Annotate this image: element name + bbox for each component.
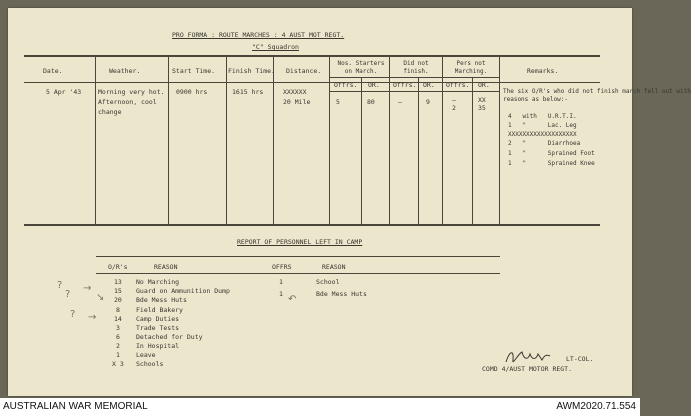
pencil-arrow-icon: → bbox=[88, 312, 97, 323]
cell-weather-line: Morning very hot. bbox=[98, 88, 165, 96]
report-offrs-reason: School bbox=[316, 278, 340, 286]
table-header-rule bbox=[24, 82, 600, 83]
col-divider bbox=[418, 78, 419, 224]
header-weather: Weather. bbox=[109, 67, 141, 75]
pencil-arrow-icon: ↘ bbox=[96, 292, 105, 303]
report-row-count: 1 bbox=[116, 351, 120, 359]
footer-institution: AUSTRALIAN WAR MEMORIAL bbox=[3, 401, 148, 412]
cell-pnm-or: XX bbox=[478, 96, 486, 104]
archive-footer bbox=[0, 398, 640, 416]
cell-distance-struck: XXXXXX bbox=[283, 88, 307, 96]
subheader-offrs: Offrs. bbox=[446, 81, 470, 89]
report-header-reason: REASON bbox=[154, 263, 178, 271]
report-row-reason: No Marching bbox=[136, 278, 180, 286]
remarks-line: The six O/R's who did not finish march fell out with bbox=[503, 88, 691, 95]
report-offrs-count: 1 bbox=[279, 278, 283, 286]
report-header-offrs: OFFRS bbox=[272, 263, 292, 271]
pencil-arrow-icon: → bbox=[83, 283, 92, 294]
header-remarks: Remarks. bbox=[527, 67, 559, 75]
report-row-reason: Schools bbox=[136, 360, 164, 368]
report-row-reason: Trade Tests bbox=[136, 324, 180, 332]
remarks-line: 2 " Diarrhoea bbox=[508, 140, 581, 147]
report-row-count: 2 bbox=[116, 342, 120, 350]
report-row-count: 6 bbox=[116, 333, 120, 341]
cell-finish-time: 1615 hrs bbox=[232, 88, 264, 96]
report-offrs-reason: Bde Mess Huts bbox=[316, 290, 367, 298]
report-top-rule bbox=[96, 256, 500, 257]
report-row-count: 8 bbox=[116, 306, 120, 314]
footer-accession-number: AWM2020.71.554 bbox=[556, 401, 636, 412]
report-row-count: X 3 bbox=[112, 360, 124, 368]
cell-start-time: 0900 hrs bbox=[176, 88, 208, 96]
remarks-line: 1 " Sprained Knee bbox=[508, 160, 595, 167]
remarks-line: 1 " Sprained Foot bbox=[508, 150, 595, 157]
cell-pnm-offrs: – bbox=[452, 96, 456, 104]
col-divider bbox=[442, 56, 443, 224]
cell-weather-line: Afternoon, cool bbox=[98, 98, 157, 106]
report-row-count: 13 bbox=[114, 278, 122, 286]
report-row-reason: Field Bakery bbox=[136, 306, 183, 314]
report-row-reason: Guard on Ammunition Dump bbox=[136, 287, 230, 295]
pencil-question-mark-icon: ? bbox=[70, 309, 76, 320]
col-divider bbox=[389, 56, 390, 224]
cell-weather-line: change bbox=[98, 108, 122, 116]
report-row-count: 3 bbox=[116, 324, 120, 332]
subheader-offrs: Offrs. bbox=[393, 81, 417, 89]
cell-distance: 20 Mile bbox=[283, 98, 311, 106]
cell-starters-or: 80 bbox=[367, 98, 375, 106]
header-finish-time: Finish Time. bbox=[228, 67, 275, 75]
header-distance: Distance. bbox=[286, 67, 322, 75]
header-starters: Nos. Starters on March. bbox=[337, 60, 385, 75]
report-row-count: 14 bbox=[114, 315, 122, 323]
pencil-question-mark-icon: ? bbox=[57, 280, 63, 291]
remarks-line: 1 " Lac. Leg bbox=[508, 122, 577, 129]
signature-rank: LT-COL. bbox=[566, 355, 594, 363]
table-bottom-rule bbox=[24, 224, 600, 226]
report-header-rule bbox=[96, 273, 500, 274]
subheader-offrs: Offrs. bbox=[334, 81, 358, 89]
cell-dnf-or: 9 bbox=[426, 98, 430, 106]
header-start-time: Start Time. bbox=[172, 67, 216, 75]
report-header-reason-2: REASON bbox=[322, 263, 346, 271]
report-row-reason: Detached for Duty bbox=[136, 333, 203, 341]
cell-pnm-offrs-2: 2 bbox=[452, 104, 456, 112]
document-title: PRO FORMA : ROUTE MARCHES : 4 AUST MOT REGT. bbox=[172, 31, 345, 39]
remarks-struck-line: XXXXXXXXXXXXXXXXXXX bbox=[508, 131, 577, 138]
col-divider bbox=[168, 56, 169, 224]
header-did-not-finish: Did not finish. bbox=[403, 60, 429, 75]
signature-title: COMD 4/AUST MOTOR REGT. bbox=[482, 365, 573, 373]
remarks-line: 4 with U.R.T.I. bbox=[508, 113, 577, 120]
cell-pnm-or-2: 35 bbox=[478, 104, 486, 112]
table-top-rule bbox=[24, 55, 600, 57]
cell-starters-offrs: 5 bbox=[336, 98, 340, 106]
col-divider bbox=[95, 56, 96, 224]
report-title: REPORT OF PERSONNEL LEFT IN CAMP bbox=[237, 238, 363, 246]
subheader-or: OR. bbox=[368, 81, 380, 89]
header-pers-not-marching: Pers not Marching. bbox=[454, 60, 488, 75]
report-header-or: O/R's bbox=[108, 263, 128, 271]
pencil-curl-icon: ↶ bbox=[288, 294, 297, 305]
report-row-reason: Bde Mess Huts bbox=[136, 296, 187, 304]
col-divider bbox=[499, 56, 500, 224]
col-divider bbox=[361, 78, 362, 224]
report-row-count: 15 bbox=[114, 287, 122, 295]
report-row-count: 20 bbox=[114, 296, 122, 304]
subheader-bottom-rule bbox=[330, 91, 499, 92]
cell-dnf-offrs: – bbox=[398, 98, 402, 106]
report-offrs-count: 1 bbox=[279, 290, 283, 298]
remarks-line: reasons as below:- bbox=[503, 96, 569, 103]
col-divider bbox=[226, 56, 227, 224]
squadron-subtitle: "C" Squadron bbox=[252, 43, 299, 51]
header-date: Date. bbox=[43, 67, 63, 75]
report-row-reason: Camp Duties bbox=[136, 315, 180, 323]
report-row-reason: Leave bbox=[136, 351, 156, 359]
subheader-or: OR. bbox=[478, 81, 490, 89]
pencil-question-mark-icon: ? bbox=[65, 289, 71, 300]
col-divider bbox=[329, 56, 330, 224]
table-subheader-rule bbox=[330, 77, 499, 78]
report-row-reason: In Hospital bbox=[136, 342, 180, 350]
cell-date: 5 Apr '43 bbox=[46, 88, 82, 96]
subheader-or: OR. bbox=[423, 81, 435, 89]
col-divider bbox=[273, 56, 274, 224]
col-divider bbox=[472, 78, 473, 224]
